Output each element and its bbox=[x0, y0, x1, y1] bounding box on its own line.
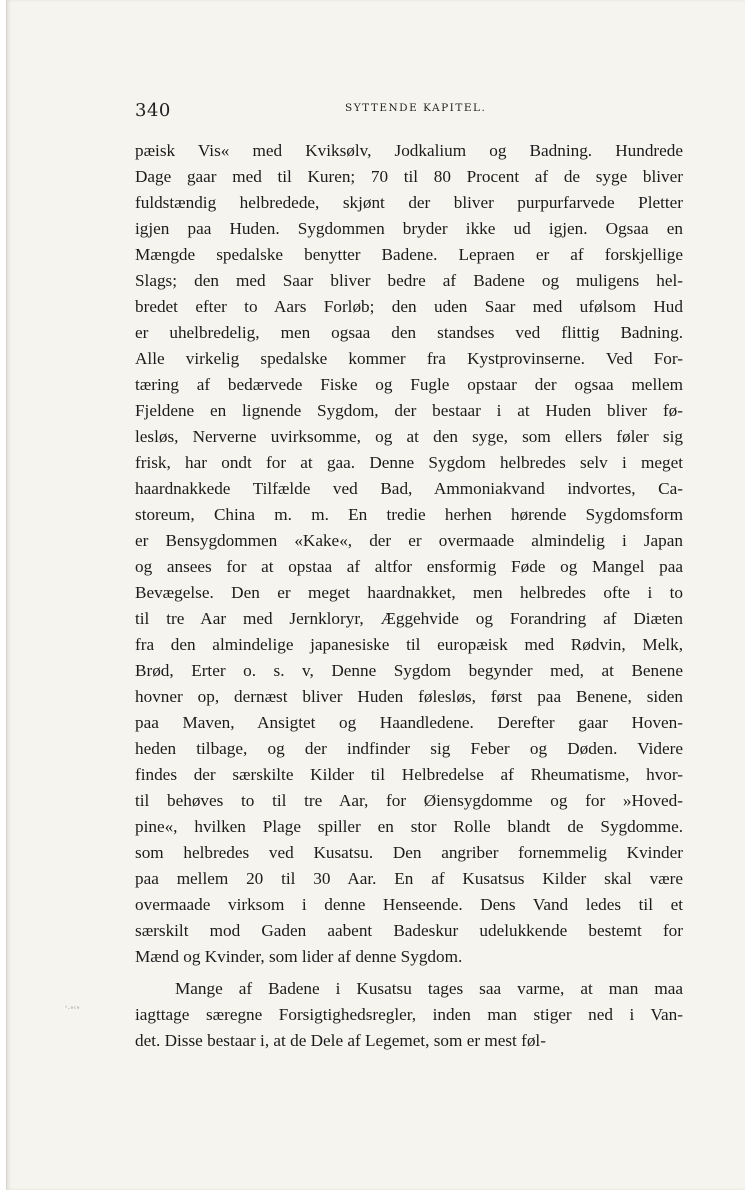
text-line: Mængde spedalske benytter Badene. Lepraen er af forskjellige bbox=[135, 245, 683, 264]
text-line: Mange af Badene i Kusatsu tages saa varme, at man maa bbox=[175, 979, 683, 998]
text-line: Slags; den med Saar bliver bedre af Badene og muligens hel- bbox=[135, 271, 683, 290]
text-line: findes der særskilte Kilder til Helbredelse af Rheumatisme, hvor- bbox=[135, 765, 683, 784]
paragraph-2 bbox=[135, 976, 683, 1054]
text-line: særskilt mod Gaden aabent Badeskur udelukkende bestemt for bbox=[135, 921, 683, 940]
text-line: heden tilbage, og der indfinder sig Feber og Døden. Videre bbox=[135, 739, 683, 758]
text-line: til behøves to til tre Aar, for Øiensygdomme og for »Hoved- bbox=[135, 791, 683, 810]
text-line: pine«, hvilken Plage spiller en stor Rolle blandt de Sygdomme. bbox=[135, 817, 683, 836]
text-line: storeum, China m. m. En tredie herhen hørende Sygdomsform bbox=[135, 505, 683, 524]
margin-pencil-mark: ʻ·ᵃᶜᵃ bbox=[65, 1005, 81, 1013]
text-line: er uhelbredelig, men ogsaa den standses ved flittig Badning. bbox=[135, 323, 683, 342]
text-line: lesløs, Nerverne uvirksomme, og at den syge, som ellers føler sig bbox=[135, 427, 683, 446]
text-line: paa mellem 20 til 30 Aar. En af Kusatsus Kilder skal være bbox=[135, 869, 683, 888]
paragraph-1 bbox=[135, 138, 683, 970]
running-head: SYTTENDE KAPITEL. bbox=[345, 102, 487, 114]
text-line: overmaade virksom i denne Henseende. Dens Vand ledes til et bbox=[135, 895, 683, 914]
text-line: Alle virkelig spedalske kommer fra Kystprovinserne. Ved For- bbox=[135, 349, 683, 368]
text-line: Brød, Erter o. s. v, Denne Sygdom begynder med, at Benene bbox=[135, 661, 683, 680]
page-number: 340 bbox=[135, 100, 171, 121]
page-header bbox=[135, 100, 685, 124]
text-line: fra den almindelige japanesiske til europæisk med Rødvin, Melk, bbox=[135, 635, 683, 654]
body-text bbox=[135, 138, 683, 1054]
text-line: og ansees for at opstaa af altfor ensformig Føde og Mangel paa bbox=[135, 557, 683, 576]
text-line: fuldstændig helbredede, skjønt der bliver purpurfarvede Pletter bbox=[135, 193, 683, 212]
text-line: frisk, har ondt for at gaa. Denne Sygdom helbredes selv i meget bbox=[135, 453, 683, 472]
text-line: til tre Aar med Jernkloryr, Æggehvide og Forandring af Diæten bbox=[135, 609, 683, 628]
text-line: igjen paa Huden. Sygdommen bryder ikke ud igjen. Ogsaa en bbox=[135, 219, 683, 238]
text-line: paa Maven, Ansigtet og Haandledene. Derefter gaar Hoven- bbox=[135, 713, 683, 732]
text-line: pæisk Vis« med Kviksølv, Jodkalium og Badning. Hundrede bbox=[135, 141, 683, 160]
text-line: tæring af bedærvede Fiske og Fugle opstaar der ogsaa mellem bbox=[135, 375, 683, 394]
text-line: som helbredes ved Kusatsu. Den angriber fornemmelig Kvinder bbox=[135, 843, 683, 862]
text-line: det. Disse bestaar i, at de Dele af Legemet, som er mest føl- bbox=[135, 1031, 546, 1050]
text-line: Bevægelse. Den er meget haardnakket, men helbredes ofte i to bbox=[135, 583, 683, 602]
text-line: Mænd og Kvinder, som lider af denne Sygdom. bbox=[135, 947, 463, 966]
text-line: er Bensygdommen «Kake«, der er overmaade almindelig i Japan bbox=[135, 531, 683, 550]
text-line: iagttage særegne Forsigtighedsregler, inden man stiger ned i Van- bbox=[135, 1005, 683, 1024]
book-page bbox=[6, 0, 745, 1190]
text-line: bredet efter to Aars Forløb; den uden Saar med ufølsom Hud bbox=[135, 297, 683, 316]
text-line: haardnakkede Tilfælde ved Bad, Ammoniakvand indvortes, Ca- bbox=[135, 479, 683, 498]
text-line: Dage gaar med til Kuren; 70 til 80 Procent af de syge bliver bbox=[135, 167, 683, 186]
text-line: Fjeldene en lignende Sygdom, der bestaar i at Huden bliver fø- bbox=[135, 401, 683, 420]
text-line: hovner op, dernæst bliver Huden følesløs, først paa Benene, siden bbox=[135, 687, 683, 706]
